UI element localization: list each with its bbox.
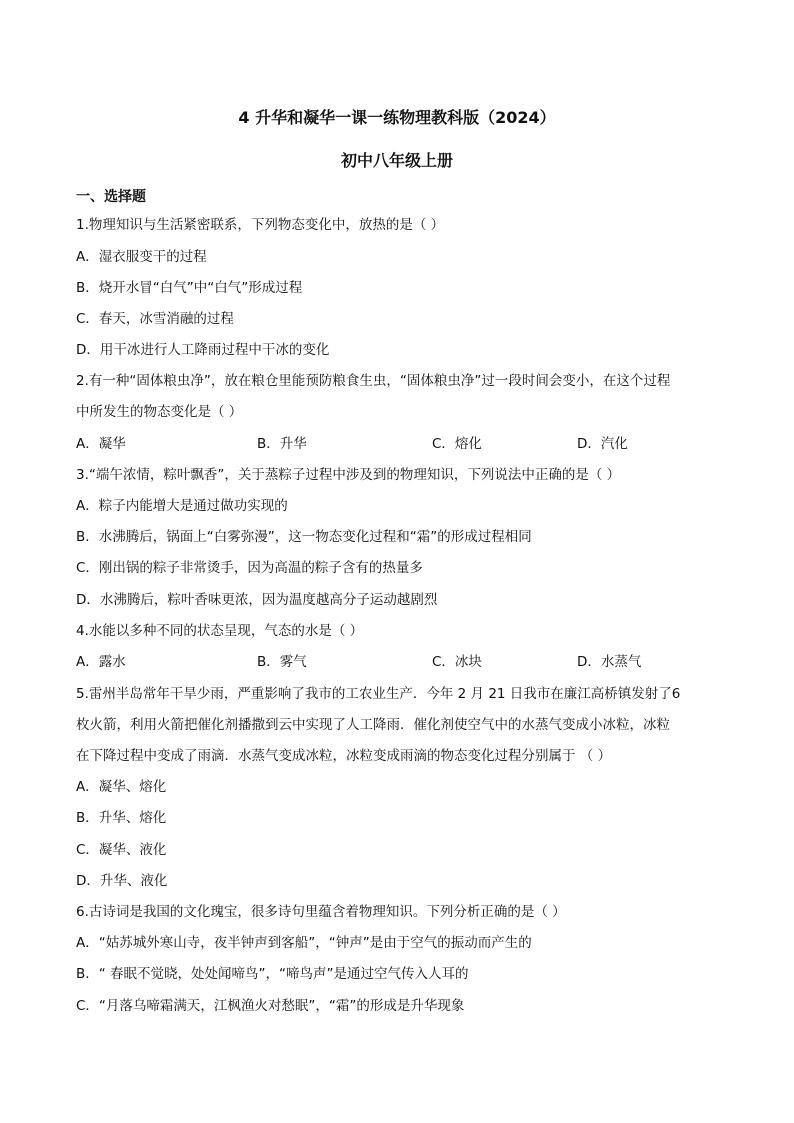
- q5-stem-line2: 枚火箭，利用火箭把催化剂播撒到云中实现了人工降雨．催化剂使空气中的水蒸气变成小冰粒，冰粒: [76, 717, 670, 733]
- q3-option-d: D．水沸腾后，粽叶香味更浓，因为温度越高分子运动越剧烈: [76, 592, 438, 608]
- q3-stem: 3.“端午浓情，粽叶飘香”，关于蒸粽子过程中涉及到的物理知识，下列说法中正确的是（ ）: [76, 467, 621, 483]
- q5-stem-line3: 在下降过程中变成了雨滴．水蒸气变成冰粒，冰粒变成雨滴的物态变化过程分别属于 （ ）: [76, 748, 612, 764]
- q2-option-c: C．熔化: [432, 436, 482, 452]
- document-title: 4 升华和凝华一课一练物理教科版（2024）: [238, 108, 556, 127]
- q2-stem-line1: 2.有一种“固体粮虫净”，放在粮仓里能预防粮食生虫，“固体粮虫净”过一段时间会变小，在这个过程: [76, 373, 671, 389]
- q1-stem: 1.物理知识与生活紧密联系，下列物态变化中，放热的是（ ）: [76, 217, 445, 233]
- q1-option-a: A．湿衣服变干的过程: [76, 249, 207, 265]
- q5-option-b: B．升华、熔化: [76, 810, 167, 826]
- q5-option-c: C．凝华、液化: [76, 842, 167, 858]
- q2-option-b: B．升华: [257, 436, 307, 452]
- q3-option-c: C．刚出锅的粽子非常烫手，因为高温的粽子含有的热量多: [76, 560, 423, 576]
- q6-stem: 6.古诗词是我国的文化瑰宝，很多诗句里蕴含着物理知识。下列分析正确的是（ ）: [76, 904, 566, 920]
- q4-option-a: A．露水: [76, 654, 126, 670]
- q4-option-d: D．水蒸气: [577, 654, 642, 670]
- q2-stem-line2: 中所发生的物态变化是（ ）: [76, 404, 243, 420]
- q6-option-c: C．“月落乌啼霜满天，江枫渔火对愁眠”，“霜”的形成是升华现象: [76, 998, 465, 1014]
- q3-option-a: A．粽子内能增大是通过做功实现的: [76, 498, 288, 514]
- document-subtitle: 初中八年级上册: [340, 151, 453, 170]
- q2-option-a: A．凝华: [76, 436, 126, 452]
- q5-option-a: A．凝华、熔化: [76, 779, 167, 795]
- q3-option-b: B．水沸腾后，锅面上“白雾弥漫”，这一物态变化过程和“霜”的形成过程相同: [76, 529, 532, 545]
- q5-option-d: D．升华、液化: [76, 873, 168, 889]
- section-heading: 一、选择题: [76, 189, 146, 205]
- q4-stem: 4.水能以多种不同的状态呈现，气态的水是（ ）: [76, 623, 364, 639]
- q1-option-d: D．用干冰进行人工降雨过程中干冰的变化: [76, 342, 330, 358]
- q6-option-b: B．“ 春眠不觉晓，处处闻啼鸟”，“啼鸟声”是通过空气传入人耳的: [76, 966, 469, 982]
- q6-option-a: A．“姑苏城外寒山寺，夜半钟声到客船”，“钟声”是由于空气的振动而产生的: [76, 935, 532, 951]
- q1-option-c: C．春天，冰雪消融的过程: [76, 311, 234, 327]
- q4-option-c: C．冰块: [432, 654, 482, 670]
- q2-option-d: D．汽化: [577, 436, 628, 452]
- q5-stem-line1: 5.雷州半岛常年干旱少雨，严重影响了我市的工农业生产．今年 2 月 21 日我市在廉江高桥镇发射了6: [76, 686, 681, 702]
- q4-option-b: B．雾气: [257, 654, 307, 670]
- q1-option-b: B．烧开水冒“白气”中“白气”形成过程: [76, 280, 303, 296]
